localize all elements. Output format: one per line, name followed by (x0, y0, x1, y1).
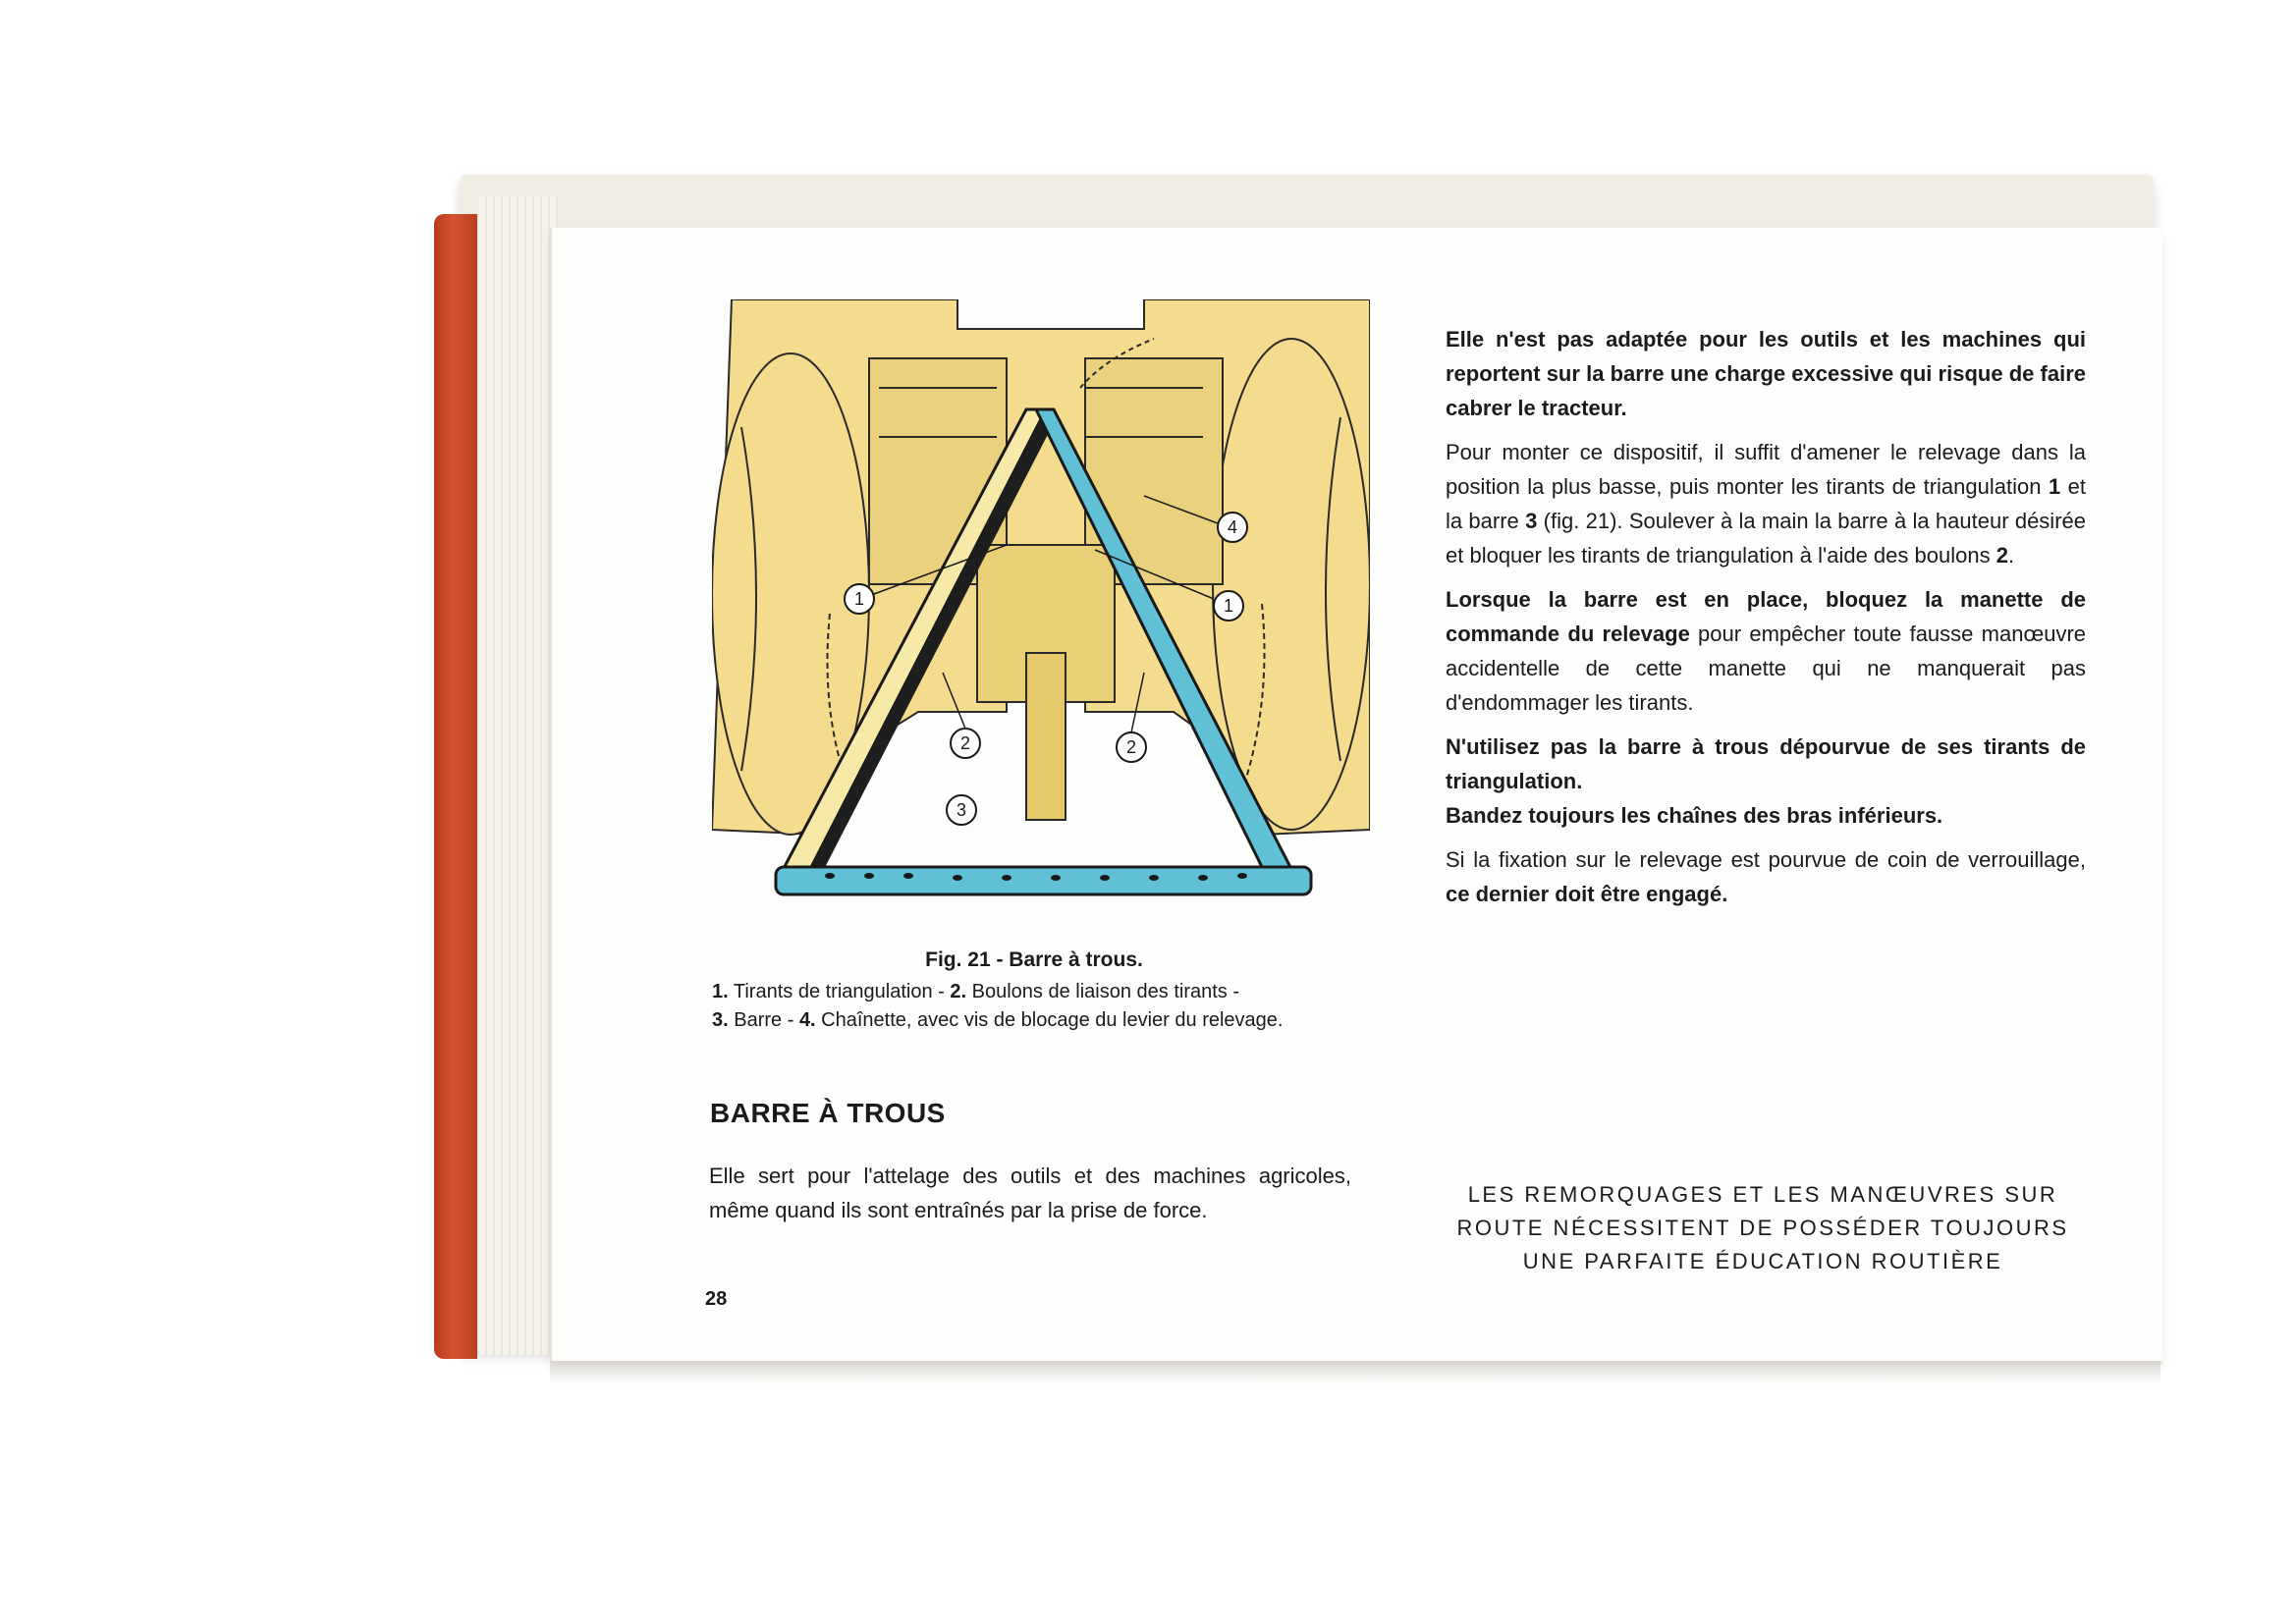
callout-4: 4 (1227, 517, 1238, 537)
road-safety-notice (1434, 1178, 2092, 1278)
paragraph-locking-wedge: Si la fixation sur le relevage est pourvue de coin de verrouillage, ce dernier doit être engagé. (1446, 847, 2086, 906)
paragraph-tie-rods-warning: N'utilisez pas la barre à trous dépourvue de ses tirants de triangulation. (1446, 734, 2086, 793)
page-shadow (550, 1361, 2160, 1384)
hitch-bar (776, 867, 1311, 894)
notice-line-1: LES REMORQUAGES ET LES MANŒUVRES SUR (1467, 1182, 2058, 1207)
callout-2-left: 2 (959, 733, 971, 753)
section-paragraph: Elle sert pour l'attelage des outils et des machines agricoles, même quand ils sont entraînés par la prise de force. (709, 1164, 1351, 1222)
paragraph-chains: Bandez toujours les chaînes des bras inférieurs. (1446, 803, 1943, 828)
page-number: 28 (705, 1288, 728, 1310)
figure-21-illustration (712, 299, 1370, 928)
paragraph-lock-lever: Lorsque la barre est en place, bloquez la manette de commande du relevage pour empêcher toute fausse manœuvre accidentelle de cette manette qui ne manquerait pas d'endommager les tirants. (1446, 587, 2087, 715)
tractor-drawing (712, 299, 1370, 835)
figure-caption-title: Fig. 21 - Barre à trous. (925, 948, 1143, 971)
section-heading: BARRE À TROUS (710, 1098, 946, 1128)
page-edges (479, 196, 558, 1355)
callout-1-right: 1 (1223, 596, 1234, 616)
right-column (1446, 322, 2086, 921)
paragraph-mounting: Pour monter ce dispositif, il suffit d'amener le relevage dans la position la plus basse, puis monter les tirants de triangulation 1 et la barre 3 (fig. 21). Soulever à la main la barre à la hauteur désirée et bloquer les tirants de triangulation à l'aide des boulons 2. (1446, 440, 2086, 568)
callout-1-left: 1 (853, 589, 865, 609)
callout-3: 3 (956, 800, 967, 820)
callout-2-right: 2 (1125, 737, 1137, 757)
notice-line-3: UNE PARFAITE ÉDUCATION ROUTIÈRE (1522, 1249, 2003, 1273)
notice-line-2: ROUTE NÉCESSITENT DE POSSÉDER TOUJOURS (1456, 1216, 2069, 1240)
book-spine (434, 214, 477, 1359)
paragraph-warning: Elle n'est pas adaptée pour les outils et les machines qui reportent sur la barre une charge excessive qui risque de faire cabrer le tracteur. (1446, 327, 2086, 420)
figure-caption-legend: 1. Tirants de triangulation - 2. Boulons de liaison des tirants - 3. Barre - 4. Chaînette, avec vis de blocage du levier du relevage. (712, 981, 1284, 1031)
